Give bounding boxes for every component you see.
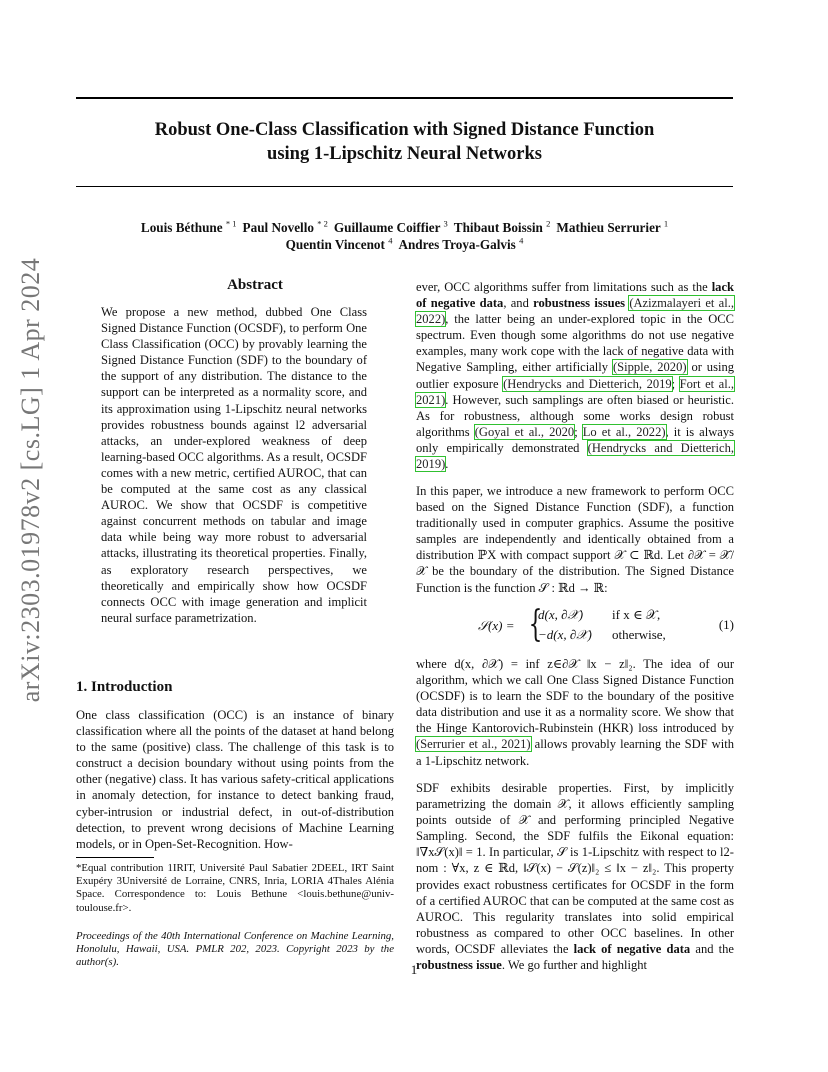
text-run: where d(x, ∂𝒳) = inf z∈∂𝒳 ‖x − z‖₂. The idea of our algorithm, which we call One Class Signed Distance Function (OCSDF) is to learn the SDF to the boundary of the positive data distribution and use it as a normality score. We show that the Hinge Kantorovich-Rubinstein (HKR) loss introduced by bbox=[416, 657, 734, 736]
text-run: , the latter being an under-explored topic in the OCC spectrum. Even though some algorithms do not use negative examples, many work cope with the lack of negative data with Negative Sampling, either artificially bbox=[416, 312, 734, 375]
introduction-heading: 1. Introduction bbox=[76, 679, 173, 695]
equation-1 bbox=[416, 606, 734, 646]
footnote-rule bbox=[76, 857, 154, 858]
arxiv-id: arXiv:2303.01978v2 [cs.LG] 1 Apr 2024 bbox=[16, 257, 45, 703]
author-name: Louis Béthune bbox=[140, 220, 223, 236]
title-bottom-rule bbox=[76, 186, 733, 187]
citation-link[interactable]: (Hendrycks and Dietterich, 2019) bbox=[416, 440, 734, 472]
footnote-affiliations bbox=[76, 862, 394, 915]
citation-link[interactable]: Fort et al., 2021) bbox=[416, 376, 734, 407]
author-name: Quentin Vincenot bbox=[285, 237, 385, 253]
text-run: . However, such samplings are often biased or heuristic. As for robustness, although some works design robust algorithms bbox=[416, 392, 734, 439]
arxiv-stamp bbox=[16, 257, 46, 703]
abstract-text: We propose a new method, dubbed One Class Signed Distance Function (OCSDF), to perform One Class Classification (OCC) by provably learning the Signed Distance Function (SDF) to the boundary of the support of any distribution. The distance to the support can be interpreted as a normality score, and its approximation using 1-Lipschitz neural networks provides robustness bounds against l2 adversarial attacks, an under-explored weakness of deep learning-based OCC algorithms. As a result, OCSDF comes with a new metric, certified AUROC, that can be computed at the same cost as any classical AUROC. We show that OCSDF is competitive against concurrent methods on tabular and image data while being way more robust to adversarial attacks, illustrating its theoretical properties. Finally, as exploratory research perspectives, we theoretically and empirically show how OCSDF connects OCC with image generation and implicit neural surface parametrization. bbox=[101, 305, 367, 625]
right-paragraph-3 bbox=[416, 656, 734, 769]
introduction-body bbox=[76, 707, 394, 852]
equation-number: (1) bbox=[718, 617, 734, 632]
text-run: ever, OCC algorithms suffer from limitations such as the bbox=[416, 280, 712, 294]
introduction-text: One class classification (OCC) is an instance of binary classification where all the points of the dataset at hand belong to the same (positive) class. The challenge of this task is to construct a decision boundary without using points from the other (negative) class. It has various safety-critical applications in anomaly detection, for instance to detect banking fraud, cyber-intrusion or industrial defect, in out-of-distribution detection, to prevent wrong decisions of Machine Learning models, or in Open-Set-Recognition. How- bbox=[76, 708, 394, 851]
equation-case-1: d(x, ∂𝒳) bbox=[538, 607, 584, 622]
page-number: 1 bbox=[410, 962, 418, 977]
bold-term: lack of negative data bbox=[573, 941, 691, 956]
text-run: , and bbox=[503, 296, 534, 311]
right-paragraph-2 bbox=[416, 483, 734, 596]
author-affiliation-mark: 2 bbox=[546, 219, 551, 229]
sdf-definition-text: In this paper, we introduce a new framework to perform OCC based on the Signed Distance Function (SDF), a function traditionally used in computer graphics. Assume the positive samples are independently and identically obtained from a distribution ℙX with compact support 𝒳 ⊂ ℝd. Let ∂𝒳 = 𝒳̄/𝒳 be the boundary of the distribution. The Signed Distance Function is the function 𝒮 : ℝd → ℝ: bbox=[416, 484, 734, 595]
citation-link[interactable]: (Sipple, 2020) bbox=[612, 360, 687, 375]
author-name: Thibaut Boissin bbox=[453, 220, 543, 236]
author-name: Andres Troya-Galvis bbox=[398, 237, 516, 253]
author-affiliation-mark: 4 bbox=[519, 236, 524, 246]
text-run: , it is always only empirically demonstrated bbox=[416, 424, 735, 455]
abstract-heading: Abstract bbox=[227, 277, 283, 293]
equation-lhs: 𝒮(x) = bbox=[478, 618, 515, 633]
author-affiliation-mark: 3 bbox=[443, 219, 448, 229]
authors-row-2 bbox=[76, 233, 733, 253]
paper-title bbox=[76, 118, 733, 166]
text-run: and the bbox=[690, 941, 734, 956]
text-run: or using outlier exposure bbox=[416, 360, 734, 391]
author bbox=[286, 237, 393, 252]
bold-term: lack of negative data bbox=[416, 280, 734, 311]
text-run: SDF exhibits desirable properties. First, by implicitly parametrizing the domain 𝒳, it allows efficiently sampling points outside of 𝒳 and performing principled Negative Sampling. Second, the SDF fulfils the Eikonal equation: ‖∇x𝒮(x)‖ = 1. In particular, 𝒮 is 1-Lipschitz with respect to l2-nom : ∀x, z ∈ ℝd, ‖𝒮(x) − 𝒮(z)‖₂ ≤ ‖x − z‖₂. This property provides exact robustness certificates for OCSDF in the form of a certified AUROC that can be computed at the same cost as AUROC. This regularity translates into solid empirical robustness as compared to other OCC baselines. In other words, OCSDF alleviates the bbox=[416, 781, 734, 956]
top-rule bbox=[76, 97, 733, 99]
author-affiliation-mark: * 1 bbox=[225, 219, 237, 229]
bold-term: robustness issues bbox=[533, 296, 626, 311]
equation-condition-2: otherwise, bbox=[612, 627, 666, 642]
author-name: Guillaume Coiffier bbox=[333, 220, 441, 236]
bold-term: robustness issue bbox=[416, 958, 502, 973]
text-run: ; bbox=[574, 424, 583, 439]
citation-link[interactable]: (Azizmalayeri et al., 2022) bbox=[416, 296, 734, 327]
author-name: Paul Novello bbox=[242, 220, 314, 236]
author-affiliation-mark: 4 bbox=[388, 236, 393, 246]
footnote-proceedings-text: Proceedings of the 40th International Conference on Machine Learning, Honolulu, Hawaii, USA. PMLR 202, 2023. Copyright 2023 by the author(s). bbox=[76, 930, 394, 969]
text-run: ; bbox=[671, 376, 680, 391]
citation-link[interactable]: (Serrurier et al., 2021) bbox=[416, 737, 531, 752]
title-line-2: using 1-Lipschitz Neural Networks bbox=[267, 144, 542, 164]
equation-case-2: −d(x, ∂𝒳) bbox=[538, 627, 592, 642]
author-affiliation-mark: * 2 bbox=[317, 219, 328, 229]
equation-condition-1: if x ∈ 𝒳, bbox=[612, 607, 661, 622]
author-name: Mathieu Serrurier bbox=[556, 220, 661, 236]
right-paragraph-1 bbox=[416, 279, 734, 472]
author bbox=[398, 237, 523, 252]
right-paragraph-4 bbox=[416, 780, 734, 973]
citation-link[interactable]: Lo et al., 2022) bbox=[582, 424, 666, 439]
title-line-1: Robust One-Class Classification with Signed Distance Function bbox=[154, 120, 655, 140]
text-run: allows provably learning the SDF with a 1-Lipschitz network. bbox=[416, 737, 734, 768]
abstract-body bbox=[101, 304, 367, 626]
footnote-affiliation-text: *Equal contribution 1IRIT, Université Paul Sabatier 2DEEL, IRT Saint Exupéry 3Université de Lorraine, CNRS, Inria, LORIA 4Thales Alénia Space. Correspondence to: Louis Bethune <louis.bethune@univ-toulouse.fr>. bbox=[76, 862, 394, 914]
citation-link[interactable]: (Hendrycks and Dietterich, 2019 bbox=[503, 376, 672, 391]
citation-link[interactable]: (Goyal et al., 2020 bbox=[474, 424, 575, 439]
author-affiliation-mark: 1 bbox=[663, 219, 669, 229]
text-run: . bbox=[445, 457, 449, 472]
equation-brace: { bbox=[528, 604, 543, 645]
text-run: . We go further and highlight bbox=[501, 958, 648, 973]
